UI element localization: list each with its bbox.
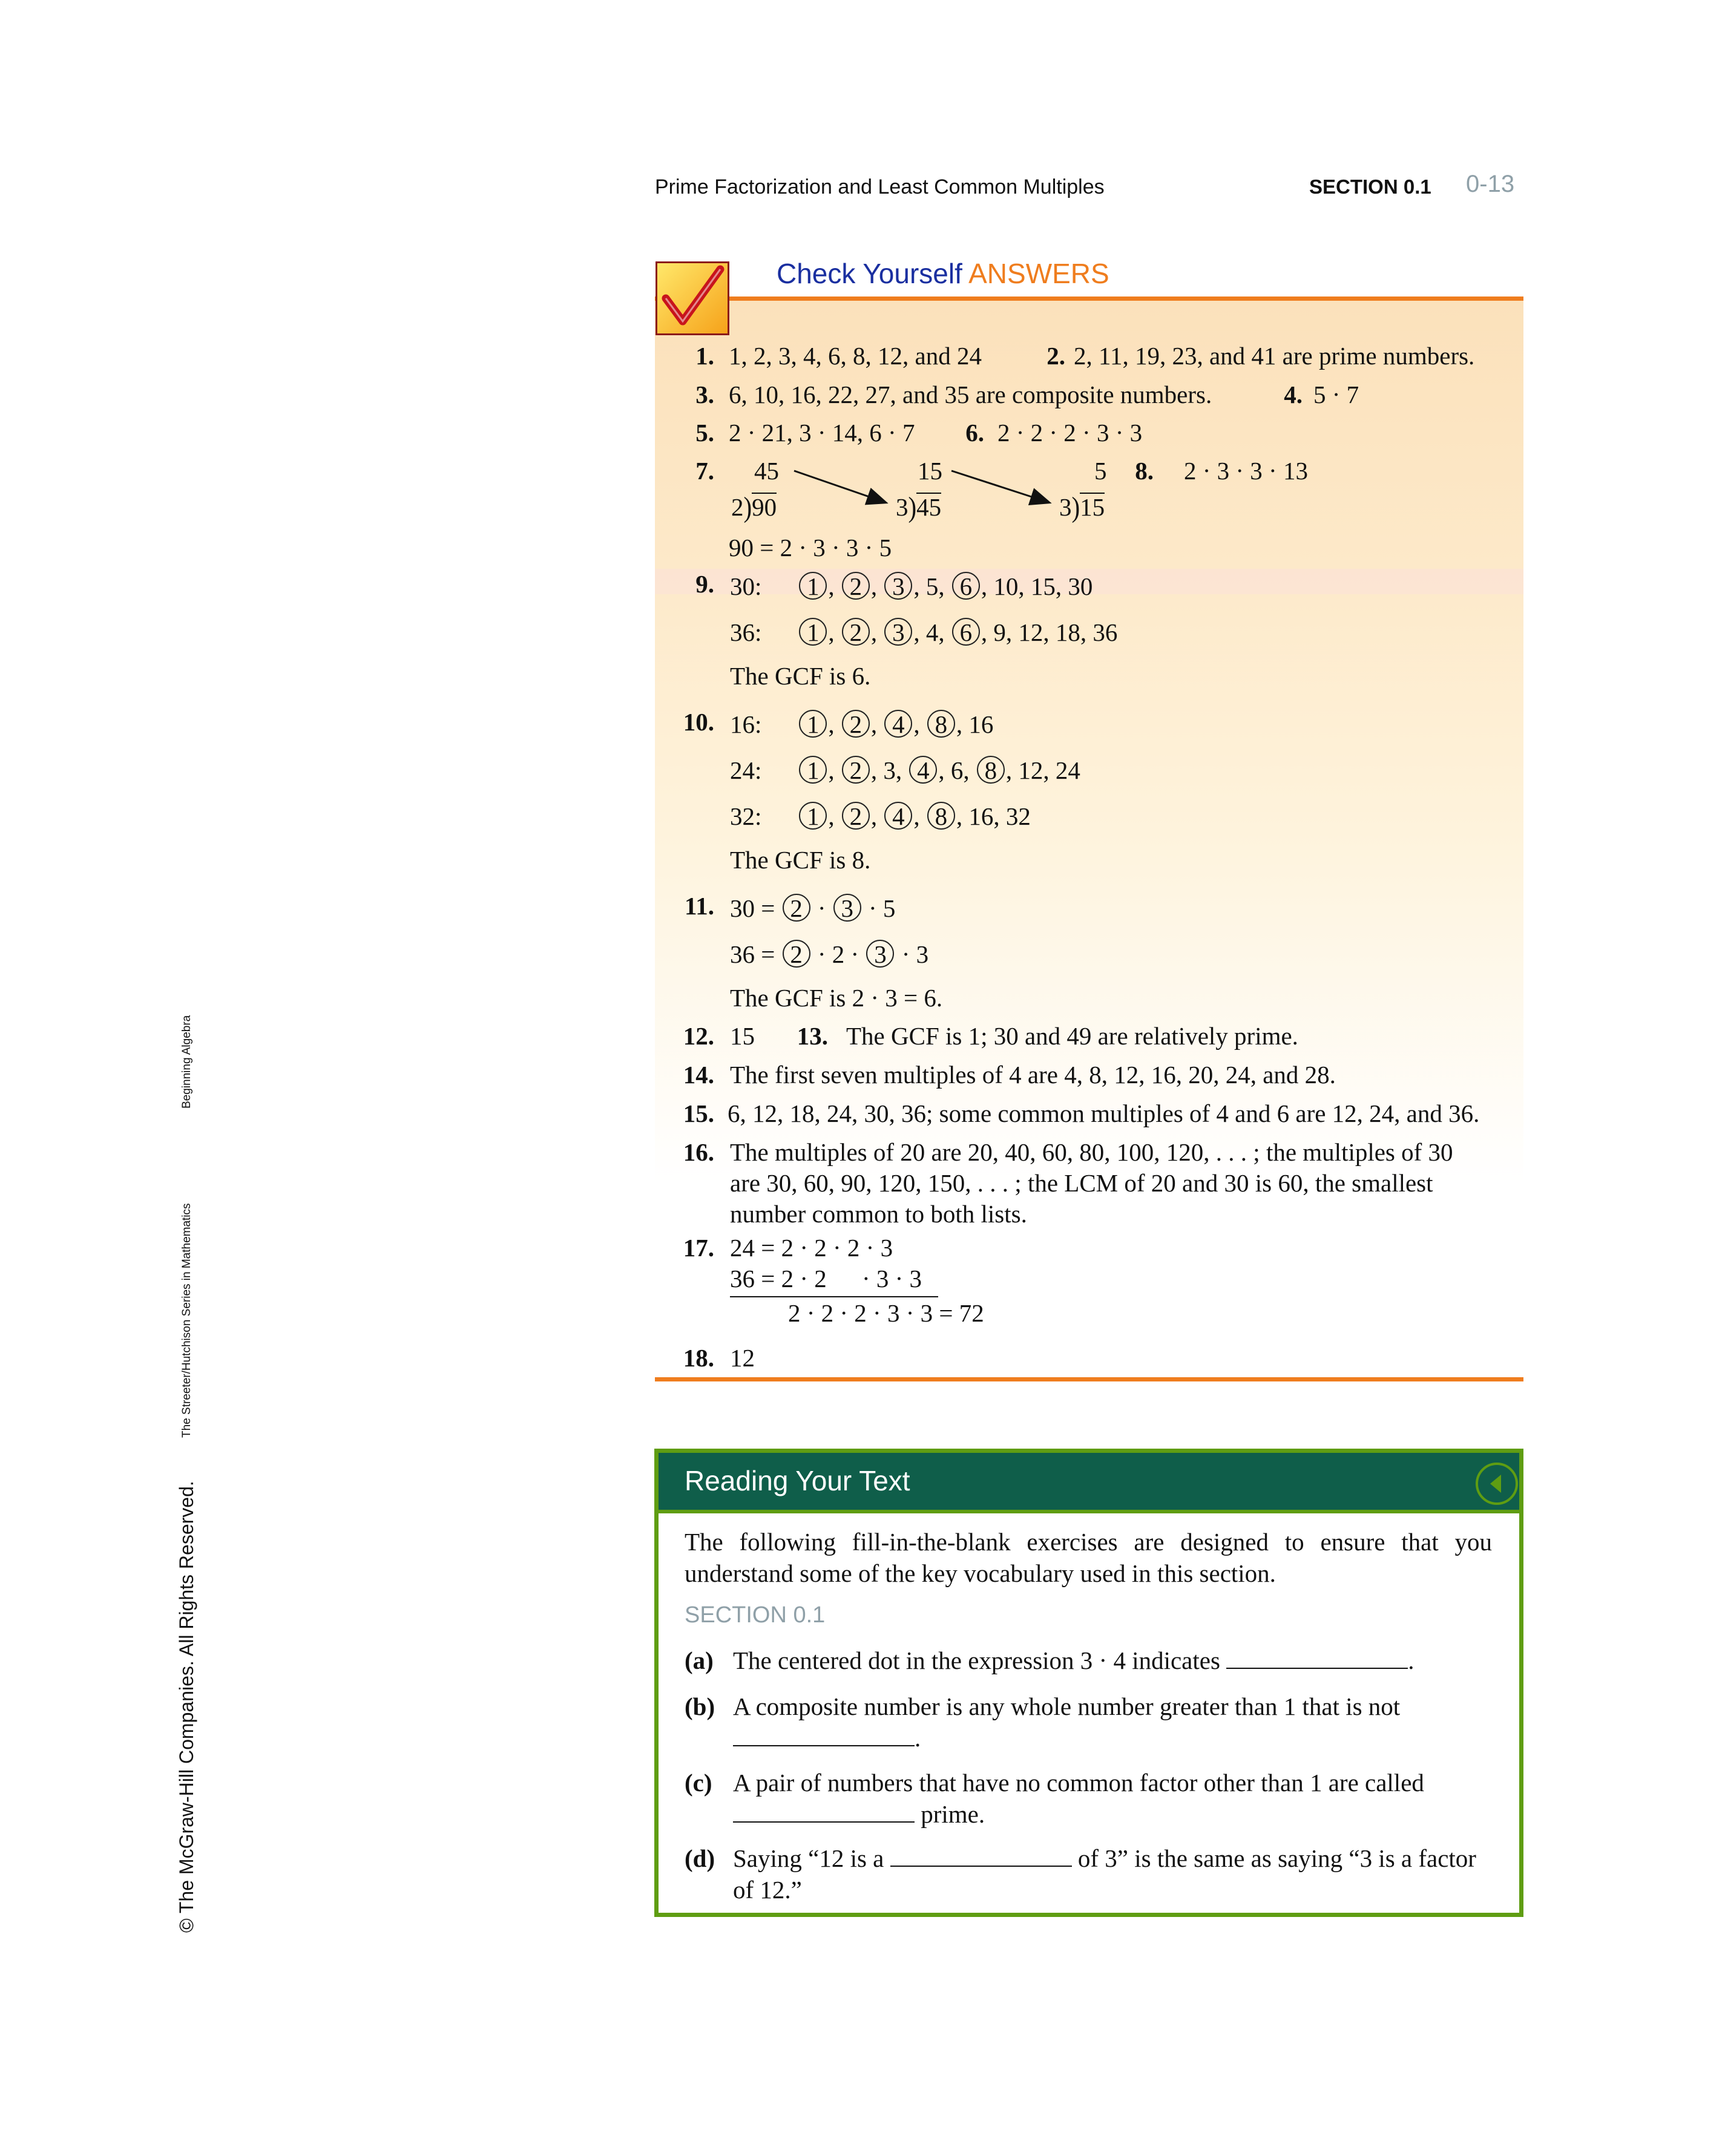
reading-title-underline	[654, 1510, 1523, 1513]
quotient-1: 45	[754, 457, 779, 485]
answer-label-16: 16.	[683, 1138, 714, 1166]
answer-2: 2, 11, 19, 23, and 41 are prime numbers.	[1074, 342, 1475, 370]
answer-label-5: 5.	[695, 419, 714, 447]
answer-label-4: 4.	[1284, 381, 1303, 408]
answer-label-12: 12.	[683, 1022, 714, 1050]
answer-label-18: 18.	[683, 1344, 714, 1372]
answer-label-8: 8.	[1135, 457, 1154, 485]
reading-intro: The following fill-in-the-blank exercises are designed to ensure that you understand some of the key vocabulary used in this section.	[685, 1528, 1492, 1587]
answer-label-6: 6.	[965, 419, 984, 447]
answer-label-15: 15.	[683, 1099, 714, 1127]
answer-17-line-1: 24 = 2 · 2 · 2 · 3	[730, 1234, 893, 1262]
question-a: (a) The centered dot in the expression 3 · 4 indicates .	[685, 1646, 1414, 1674]
question-d: (d) Saying “12 is a of 3” is the same as saying “3 is a factor of 12.”	[685, 1844, 1476, 1904]
answer-18: 12	[730, 1344, 755, 1372]
answer-11-line-1: 30 = 2 · 3 · 5	[730, 894, 896, 922]
answer-label-13: 13.	[797, 1022, 828, 1050]
answer-8: 2 · 3 · 3 · 13	[1184, 457, 1308, 485]
blank-b[interactable]	[733, 1727, 915, 1746]
answer-13: The GCF is 1; 30 and 49 are relatively prime.	[846, 1022, 1298, 1050]
answer-label-2: 2.	[1046, 342, 1065, 370]
question-b: (b) A composite number is any whole number greater than 1 that is not .	[685, 1692, 1401, 1752]
answer-11-gcf: The GCF is 2 · 3 = 6.	[730, 984, 943, 1012]
answer-label-7: 7.	[695, 457, 714, 485]
answer-label-17: 17.	[683, 1234, 714, 1262]
quotient-3: 5	[1094, 457, 1107, 485]
answer-11-line-2: 36 = 2 · 2 · 3 · 3	[730, 940, 929, 968]
answer-1: 1, 2, 3, 4, 6, 8, 12, and 24	[729, 342, 982, 370]
answer-17-line-2b: · 3 · 3	[862, 1265, 922, 1293]
division-2: 3)45	[896, 491, 942, 523]
answer-10-gcf: The GCF is 8.	[730, 846, 871, 874]
series-name: The Streeter/Hutchison Series in Mathematics	[180, 1203, 193, 1438]
quotient-2: 15	[918, 457, 942, 485]
division-1: 2)90	[731, 491, 777, 523]
answer-9-line-2: 36: 1 , 2 , 3 , 4, 6 , 9, 12, 18, 36	[730, 618, 1118, 646]
answer-10-line-1: 16: 1 , 2 , 4 , 8 , 16	[730, 710, 994, 738]
answer-17-line-3: 2 · 2 · 2 · 3 · 3 = 72	[788, 1299, 984, 1327]
page-number: 0-13	[1466, 171, 1515, 197]
answer-5: 2 · 21, 3 · 14, 6 · 7	[729, 419, 915, 447]
answer-12: 15	[730, 1022, 755, 1050]
answer-3: 6, 10, 16, 22, 27, and 35 are composite numbers.	[729, 381, 1212, 408]
answer-label-1: 1.	[695, 342, 714, 370]
answer-9-line-1: 30: 1 , 2 , 3 , 5, 6 , 10, 15, 30	[730, 572, 1093, 600]
sum-rule	[730, 1296, 938, 1297]
copyright-notice: © The McGraw-Hill Companies. All Rights Reserved.	[176, 1481, 197, 1933]
answer-6: 2 · 2 · 2 · 3 · 3	[997, 419, 1143, 447]
answer-15: 6, 12, 18, 24, 30, 36; some common multiples of 4 and 6 are 12, 24, and 36.	[728, 1099, 1480, 1127]
blank-c[interactable]	[733, 1803, 915, 1823]
answer-4: 5 · 7	[1313, 381, 1359, 408]
running-head-section: SECTION 0.1	[1309, 175, 1431, 198]
answer-9-gcf: The GCF is 6.	[730, 662, 871, 690]
blank-a[interactable]	[1226, 1650, 1408, 1669]
check-yourself-title: Check Yourself ANSWERS	[777, 258, 1109, 289]
answer-label-9: 9.	[695, 570, 714, 598]
reading-section-label: SECTION 0.1	[685, 1602, 826, 1628]
back-arrow-icon[interactable]	[1476, 1463, 1518, 1505]
answer-17-line-2a: 36 = 2 · 2	[730, 1265, 827, 1293]
answer-label-11: 11.	[685, 892, 714, 920]
answer-7-result: 90 = 2 · 3 · 3 · 5	[729, 534, 892, 562]
answer-14: The first seven multiples of 4 are 4, 8, 12, 16, 20, 24, and 28.	[730, 1061, 1336, 1089]
answer-label-3: 3.	[695, 381, 714, 408]
book-title: Beginning Algebra	[180, 1015, 193, 1109]
question-c: (c) A pair of numbers that have no common factor other than 1 are called prime.	[685, 1769, 1424, 1828]
answer-10-line-3: 32: 1 , 2 , 4 , 8 , 16, 32	[730, 802, 1031, 830]
answer-16-line-1: The multiples of 20 are 20, 40, 60, 80, 100, 120, . . . ; the multiples of 30	[730, 1138, 1453, 1166]
answer-10-line-2: 24: 1 , 2 , 3, 4 , 6, 8 , 12, 24	[730, 756, 1080, 784]
blank-d[interactable]	[890, 1847, 1072, 1867]
answer-16-line-2: are 30, 60, 90, 120, 150, . . . ; the LCM of 20 and 30 is 60, the smallest	[730, 1169, 1433, 1197]
reading-title: Reading Your Text	[685, 1465, 910, 1496]
answer-label-10: 10.	[683, 708, 714, 736]
answer-16-line-3: number common to both lists.	[730, 1200, 1027, 1228]
division-3: 3)15	[1059, 491, 1105, 523]
answer-label-14: 14.	[683, 1061, 714, 1089]
running-head-title: Prime Factorization and Least Common Multiples	[655, 175, 1105, 198]
